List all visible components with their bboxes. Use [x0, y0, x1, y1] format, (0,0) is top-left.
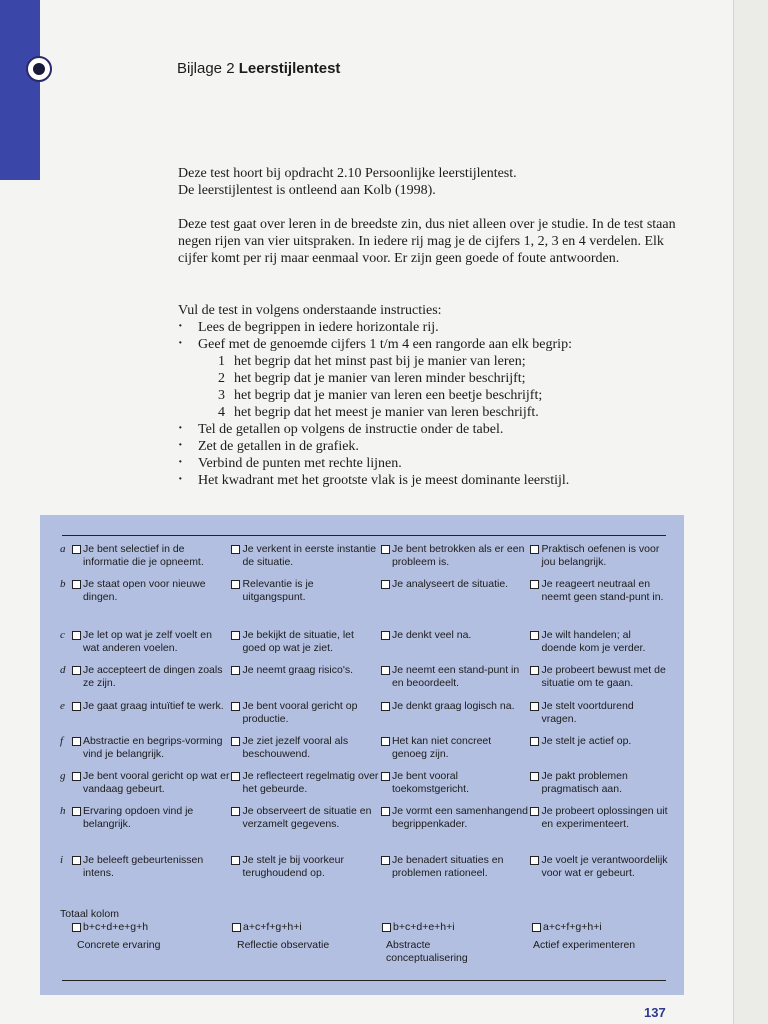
statement-text: Je denkt veel na. [391, 629, 472, 641]
row-letter: i [60, 854, 64, 866]
checkbox-icon[interactable] [530, 805, 541, 831]
checkbox-icon[interactable] [381, 770, 392, 796]
total-formula-3 [382, 921, 455, 936]
table-row [60, 629, 670, 655]
statement-text: Je bent vooral gericht op productie. [242, 700, 358, 725]
statement-cell [72, 578, 231, 604]
statement-text: Je pakt problemen pragmatisch aan. [541, 770, 628, 795]
style-name-1: Concrete ervaring [77, 939, 161, 951]
row-letter: e [60, 700, 65, 712]
style-name-3: Abstracte conceptualisering [386, 939, 468, 964]
instructions [178, 302, 688, 489]
statement-cell [231, 735, 381, 761]
checkbox-icon[interactable] [530, 664, 541, 690]
totals-label: Totaal kolom [60, 908, 119, 920]
statement-text: Je stelt je actief op. [541, 735, 632, 747]
instructions-list [178, 319, 688, 489]
checkbox-icon[interactable] [530, 735, 541, 761]
statement-cell [231, 805, 381, 831]
checkbox-icon[interactable] [530, 854, 541, 880]
instruction-item-text: Geef met de genoemde cijfers 1 t/m 4 een rangorde aan elk begrip: [198, 337, 572, 352]
checkbox-icon[interactable] [231, 770, 242, 796]
table-row [60, 700, 670, 726]
ranking-list [198, 353, 688, 421]
side-color-band [0, 0, 40, 180]
ranking-item: 4 het begrip dat het meest je manier van leren beschrijft. [218, 405, 539, 420]
statement-cell [530, 854, 670, 880]
formula-text: b+c+d+e+h+i [393, 921, 455, 933]
checkbox-icon[interactable] [231, 578, 242, 604]
statement-cell [72, 629, 231, 655]
row-letter: h [60, 805, 66, 817]
formula-text: b+c+d+e+g+h [83, 921, 149, 933]
statement-cell [231, 543, 381, 569]
checkbox-icon[interactable] [72, 854, 83, 880]
checkbox-icon[interactable] [381, 735, 392, 761]
checkbox-icon[interactable] [381, 854, 392, 880]
checkbox-icon[interactable] [72, 578, 83, 604]
statement-text: Relevantie is je uitgangspunt. [242, 578, 314, 603]
statement-text: Ervaring opdoen vind je belangrijk. [82, 805, 194, 830]
row-letter: b [60, 578, 66, 590]
style-name-2: Reflectie observatie [237, 939, 330, 951]
checkbox-icon[interactable] [72, 770, 83, 796]
checkbox-icon[interactable] [530, 770, 541, 796]
checkbox-icon[interactable] [532, 921, 543, 936]
statement-cell [530, 805, 670, 831]
row-letter: a [60, 543, 66, 555]
formula-text: a+c+f+g+h+i [243, 921, 302, 933]
checkbox-icon[interactable] [231, 629, 242, 655]
checkbox-icon[interactable] [381, 543, 392, 569]
statement-cell [530, 664, 670, 690]
statement-text: Het kan niet concreet genoeg zijn. [391, 735, 492, 760]
ranking-item: 1 het begrip dat het minst past bij je manier van leren; [218, 354, 526, 369]
statement-text: Je beleeft gebeurtenissen intens. [82, 854, 204, 879]
statement-cell [231, 854, 381, 880]
intro-paragraph [178, 165, 688, 199]
checkbox-icon[interactable] [382, 921, 393, 936]
instructions-lead: Vul de test in volgens onderstaande instructies: [178, 303, 442, 318]
row-letter: f [60, 735, 64, 747]
statement-text: Je stelt je bij voorkeur terughoudend op. [242, 854, 344, 879]
title-main: Leerstijlentest [238, 60, 341, 77]
checkbox-icon[interactable] [231, 735, 242, 761]
checkbox-icon[interactable] [231, 700, 242, 726]
statement-cell [381, 805, 531, 831]
statement-text: Je let op wat je zelf voelt en wat anderen voelen. [82, 629, 212, 654]
row-letter: g [60, 770, 66, 782]
statement-text: Je bent betrokken als er een probleem is. [391, 543, 525, 568]
checkbox-icon[interactable] [231, 805, 242, 831]
statement-text: Je reflecteert regelmatig over het gebeurde. [242, 770, 379, 795]
statement-text: Je observeert de situatie en verzamelt gegevens. [242, 805, 372, 830]
statement-text: Praktisch oefenen is voor jou belangrijk. [541, 543, 660, 568]
statement-text: Je probeert bewust met de situatie om te gaan. [541, 664, 666, 689]
statement-cell [72, 735, 231, 761]
statement-cell [381, 735, 531, 761]
formula-text: a+c+f+g+h+i [543, 921, 602, 933]
table-row [60, 543, 670, 569]
table-row [60, 578, 670, 604]
statement-cell [72, 770, 231, 796]
statement-cell [72, 805, 231, 831]
statement-text: Je reageert neutraal en neemt geen stand-punt in. [541, 578, 664, 603]
statement-text: Je vormt een samenhangend begrippenkader. [391, 805, 528, 830]
statement-cell [231, 700, 381, 726]
instruction-item: · Verbind de punten met rechte lijnen. [178, 455, 688, 472]
statement-text: Je bent vooral toekomstgericht. [391, 770, 469, 795]
statement-cell [381, 770, 531, 796]
table-top-rule [62, 535, 666, 536]
statement-cell [381, 543, 531, 569]
page-number: 137 [644, 1005, 666, 1020]
statement-text: Je stelt voortdurend vragen. [541, 700, 634, 725]
statement-cell [530, 770, 670, 796]
intro-line: De leerstijlentest is ontleend aan Kolb (1998). [178, 183, 436, 198]
statement-cell [231, 770, 381, 796]
ranking-text: het begrip dat het minst past bij je manier van leren; [234, 354, 526, 369]
statement-cell [231, 578, 381, 604]
chapter-marker-icon [26, 56, 52, 82]
title-prefix: Bijlage 2 [177, 60, 235, 77]
statement-cell [530, 543, 670, 569]
checkbox-icon[interactable] [231, 543, 242, 569]
statement-text: Je denkt graag logisch na. [391, 700, 515, 712]
statement-text: Je bekijkt de situatie, let goed op wat je ziet. [242, 629, 354, 654]
statement-cell [381, 629, 531, 655]
page-title [177, 60, 340, 77]
statement-cell [72, 854, 231, 880]
statement-text: Abstractie en begrips-vorming vind je belangrijk. [82, 735, 223, 760]
statement-cell [530, 578, 670, 604]
statement-cell [530, 629, 670, 655]
statement-text: Je staat open voor nieuwe dingen. [82, 578, 206, 603]
checkbox-icon[interactable] [72, 664, 83, 690]
table-row [60, 664, 670, 690]
checkbox-icon[interactable] [231, 854, 242, 880]
instruction-item: · Het kwadrant met het grootste vlak is je meest dominante leerstijl. [178, 472, 688, 489]
statement-cell [72, 700, 231, 726]
style-name-4: Actief experimenteren [533, 939, 636, 951]
row-letter: d [60, 664, 66, 676]
intro-line: Deze test hoort bij opdracht 2.10 Persoonlijke leerstijlentest. [178, 166, 517, 181]
checkbox-icon[interactable] [72, 543, 83, 569]
checkbox-icon[interactable] [72, 700, 83, 726]
instruction-item: · Lees de begrippen in iedere horizontale rij. [178, 319, 688, 336]
table-bottom-rule [62, 980, 666, 981]
statement-cell [72, 543, 231, 569]
statement-text: Je benadert situaties en problemen rationeel. [391, 854, 504, 879]
page-edge [733, 0, 768, 1024]
ranking-item: 3 het begrip dat je manier van leren een beetje beschrijft; [218, 388, 543, 403]
checkbox-icon[interactable] [530, 578, 541, 604]
total-formula-2 [232, 921, 302, 936]
table-row [60, 735, 670, 761]
total-formula-4 [532, 921, 602, 936]
statement-text: Je voelt je verantwoordelijk voor wat er gebeurt. [541, 854, 668, 879]
statement-cell [381, 664, 531, 690]
description-paragraph: Deze test gaat over leren in de breedste zin, dus niet alleen over je studie. In de test staan negen rijen van vier uitspraken. In iedere rij mag je de cijfers 1, 2, 3 en 4 verdelen. Elk cijfer komt per rij maar eenmaal voor. Er zijn geen goede of foute antwoorden. [178, 217, 676, 266]
statement-text: Je verkent in eerste instantie de situatie. [242, 543, 377, 568]
statement-cell [381, 700, 531, 726]
row-letter: c [60, 629, 65, 641]
statement-cell [530, 700, 670, 726]
checkbox-icon[interactable] [232, 921, 243, 936]
statement-text: Je wilt handelen; al doende kom je verder. [541, 629, 646, 654]
statement-cell [231, 664, 381, 690]
statement-cell [381, 578, 531, 604]
statement-cell [381, 854, 531, 880]
statement-text: Je analyseert de situatie. [391, 578, 509, 590]
total-formula-1 [72, 921, 148, 936]
instruction-item [178, 336, 688, 421]
checkbox-icon[interactable] [72, 805, 83, 831]
checkbox-icon[interactable] [530, 543, 541, 569]
statement-text: Je neemt graag risico's. [242, 664, 353, 676]
ranking-text: het begrip dat je manier van leren een beetje beschrijft; [234, 388, 543, 403]
statement-cell [530, 735, 670, 761]
statement-text: Je bent vooral gericht op wat er vandaag gebeurt. [82, 770, 230, 795]
checkbox-icon[interactable] [530, 629, 541, 655]
checkbox-icon[interactable] [381, 805, 392, 831]
statement-cell [231, 629, 381, 655]
statement-cell [72, 664, 231, 690]
table-row [60, 854, 670, 880]
checkbox-icon[interactable] [381, 664, 392, 690]
table-row [60, 770, 670, 796]
checkbox-icon[interactable] [72, 735, 83, 761]
statement-text: Je neemt een stand-punt in en beoordeelt. [391, 664, 520, 689]
ranking-item: 2 het begrip dat je manier van leren minder beschrijft; [218, 371, 526, 386]
statement-text: Je bent selectief in de informatie die je opneemt. [82, 543, 204, 568]
ranking-text: het begrip dat het meest je manier van leren beschrijft. [234, 405, 539, 420]
checkbox-icon[interactable] [72, 629, 83, 655]
checkbox-icon[interactable] [72, 921, 83, 936]
checkbox-icon[interactable] [530, 700, 541, 726]
statement-text: Je ziet jezelf vooral als beschouwend. [242, 735, 349, 760]
statement-text: Je probeert oplossingen uit en experimenteert. [541, 805, 668, 830]
table-row [60, 805, 670, 831]
ranking-text: het begrip dat je manier van leren minder beschrijft; [234, 371, 526, 386]
checkbox-icon[interactable] [231, 664, 242, 690]
instruction-item: · Tel de getallen op volgens de instructie onder de tabel. [178, 421, 688, 438]
checkbox-icon[interactable] [381, 578, 392, 604]
statement-text: Je gaat graag intuïtief te werk. [82, 700, 224, 712]
instruction-item: · Zet de getallen in de grafiek. [178, 438, 688, 455]
statement-text: Je accepteert de dingen zoals ze zijn. [82, 664, 223, 689]
checkbox-icon[interactable] [381, 700, 392, 726]
checkbox-icon[interactable] [381, 629, 392, 655]
